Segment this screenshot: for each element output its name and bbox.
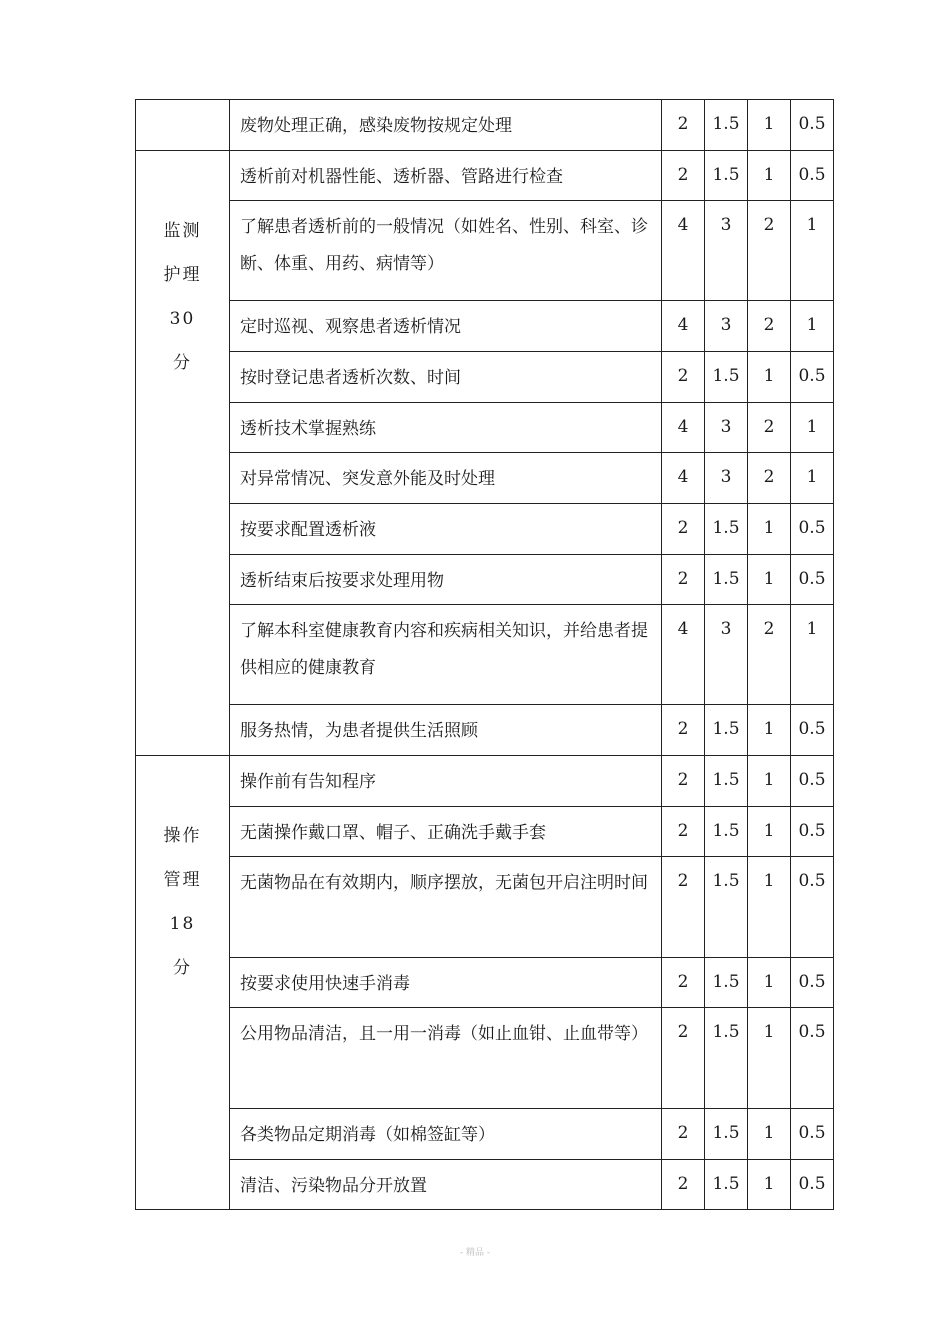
score-cell: 1.5 [705, 705, 748, 756]
item-text: 服务热情，为患者提供生活照顾 [240, 721, 478, 741]
item-cell [230, 1109, 662, 1160]
item-text: 了解患者透析前的一般情况（如姓名、性别、科室、诊断、体重、用药、病情等） [240, 217, 648, 274]
score-cell: 1 [748, 958, 791, 1008]
category-label-line: 30 [169, 309, 196, 329]
item-text: 公用物品清洁，且一用一消毒（如止血钳、止血带等） [240, 1024, 648, 1044]
score-cell: 1.5 [705, 857, 748, 958]
score-cell: 2 [662, 1008, 705, 1109]
item-cell [230, 201, 662, 301]
item-text: 透析技术掌握熟练 [240, 419, 376, 439]
item-text: 对异常情况、突发意外能及时处理 [240, 469, 495, 489]
table-row [136, 605, 834, 705]
item-text: 定时巡视、观察患者透析情况 [240, 317, 461, 337]
scoring-table [135, 99, 834, 1210]
score-cell: 1.5 [705, 807, 748, 857]
item-cell [230, 352, 662, 403]
score-cell: 0.5 [791, 151, 834, 201]
score-cell: 0.5 [791, 1008, 834, 1109]
score-cell: 0.5 [791, 1109, 834, 1160]
table-row [136, 1160, 834, 1210]
page-footer: - 精品 - [459, 1248, 491, 1258]
score-cell: 2 [748, 201, 791, 301]
item-text: 按要求使用快速手消毒 [240, 974, 410, 994]
item-text: 了解本科室健康教育内容和疾病相关知识，并给患者提供相应的健康教育 [240, 621, 648, 678]
score-cell: 1 [748, 151, 791, 201]
score-cell: 2 [662, 807, 705, 857]
score-cell: 1 [748, 555, 791, 605]
score-cell: 0.5 [791, 857, 834, 958]
table-row [136, 807, 834, 857]
item-cell [230, 555, 662, 605]
category-cell-empty [136, 100, 230, 151]
score-cell: 1 [748, 705, 791, 756]
score-cell: 1.5 [705, 504, 748, 555]
score-cell: 1 [791, 605, 834, 705]
item-text: 废物处理正确，感染废物按规定处理 [240, 116, 512, 136]
score-cell: 1 [791, 301, 834, 352]
item-text: 透析结束后按要求处理用物 [240, 571, 444, 591]
item-text: 无菌操作戴口罩、帽子、正确洗手戴手套 [240, 823, 546, 843]
table-row [136, 555, 834, 605]
category-label-line: 护理 [163, 265, 202, 285]
table-row [136, 857, 834, 958]
item-text: 透析前对机器性能、透析器、管路进行检查 [240, 167, 563, 187]
item-text: 无菌物品在有效期内，顺序摆放，无菌包开启注明时间 [240, 873, 648, 893]
table-row [136, 958, 834, 1008]
table-row [136, 201, 834, 301]
item-text: 各类物品定期消毒（如棉签缸等） [240, 1125, 495, 1145]
score-cell: 2 [662, 857, 705, 958]
item-text: 按时登记患者透析次数、时间 [240, 368, 461, 388]
score-cell: 2 [748, 605, 791, 705]
item-cell [230, 100, 662, 151]
score-cell: 0.5 [791, 958, 834, 1008]
item-cell [230, 958, 662, 1008]
table-row [136, 1109, 834, 1160]
score-cell: 4 [662, 403, 705, 453]
category-label-line: 操作 [163, 826, 202, 846]
score-cell: 1 [748, 857, 791, 958]
score-cell: 4 [662, 301, 705, 352]
score-cell: 1.5 [705, 151, 748, 201]
score-cell: 3 [705, 605, 748, 705]
score-cell: 4 [662, 453, 705, 504]
category-label-line: 18 [169, 914, 196, 934]
item-cell [230, 857, 662, 958]
score-cell: 4 [662, 201, 705, 301]
score-cell: 2 [748, 453, 791, 504]
score-cell: 1 [748, 1008, 791, 1109]
item-text: 操作前有告知程序 [240, 772, 376, 792]
item-cell [230, 705, 662, 756]
category-label-line: 监测 [163, 221, 202, 241]
score-cell: 0.5 [791, 100, 834, 151]
item-cell [230, 807, 662, 857]
item-cell [230, 504, 662, 555]
score-cell: 2 [662, 958, 705, 1008]
table-row [136, 100, 834, 151]
score-cell: 2 [662, 1109, 705, 1160]
score-cell: 0.5 [791, 756, 834, 807]
score-cell: 3 [705, 201, 748, 301]
score-cell: 3 [705, 403, 748, 453]
category-label [136, 151, 229, 385]
item-cell [230, 301, 662, 352]
item-cell [230, 403, 662, 453]
score-cell: 4 [662, 605, 705, 705]
table-row [136, 453, 834, 504]
category-label-line: 分 [173, 958, 192, 978]
score-cell: 0.5 [791, 705, 834, 756]
score-cell: 2 [662, 352, 705, 403]
score-cell: 1 [791, 403, 834, 453]
score-cell: 1 [791, 201, 834, 301]
score-cell: 1 [748, 352, 791, 403]
table-row [136, 705, 834, 756]
score-cell: 1.5 [705, 958, 748, 1008]
score-cell: 0.5 [791, 504, 834, 555]
score-cell: 3 [705, 301, 748, 352]
score-cell: 1.5 [705, 555, 748, 605]
score-cell: 1 [791, 453, 834, 504]
score-cell: 3 [705, 453, 748, 504]
category-cell [136, 151, 230, 756]
item-cell [230, 1160, 662, 1210]
score-cell: 0.5 [791, 352, 834, 403]
item-text: 按要求配置透析液 [240, 520, 376, 540]
category-label-line: 管理 [163, 870, 202, 890]
table-row [136, 301, 834, 352]
score-cell: 1 [748, 1160, 791, 1210]
table-row [136, 352, 834, 403]
score-cell: 1 [748, 807, 791, 857]
table-row [136, 403, 834, 453]
score-cell: 1.5 [705, 756, 748, 807]
category-label-line: 分 [173, 353, 192, 373]
score-cell: 2 [662, 555, 705, 605]
score-cell: 0.5 [791, 555, 834, 605]
score-cell: 1.5 [705, 1109, 748, 1160]
item-cell [230, 151, 662, 201]
score-cell: 0.5 [791, 1160, 834, 1210]
table-row [136, 151, 834, 201]
score-cell: 2 [748, 403, 791, 453]
score-cell: 1.5 [705, 1160, 748, 1210]
item-cell [230, 605, 662, 705]
category-label [136, 756, 229, 990]
score-cell: 2 [662, 756, 705, 807]
item-text: 清洁、污染物品分开放置 [240, 1176, 427, 1196]
item-cell [230, 756, 662, 807]
score-cell: 2 [748, 301, 791, 352]
score-cell: 2 [662, 151, 705, 201]
score-cell: 1 [748, 100, 791, 151]
score-cell: 1 [748, 756, 791, 807]
score-cell: 1.5 [705, 100, 748, 151]
score-cell: 2 [662, 100, 705, 151]
table-row [136, 756, 834, 807]
table-row [136, 504, 834, 555]
category-cell [136, 756, 230, 1210]
score-cell: 1.5 [705, 352, 748, 403]
item-cell [230, 1008, 662, 1109]
table-row [136, 1008, 834, 1109]
score-cell: 2 [662, 705, 705, 756]
score-cell: 2 [662, 504, 705, 555]
score-cell: 1 [748, 504, 791, 555]
score-cell: 1 [748, 1109, 791, 1160]
score-cell: 0.5 [791, 807, 834, 857]
score-cell: 2 [662, 1160, 705, 1210]
item-cell [230, 453, 662, 504]
score-cell: 1.5 [705, 1008, 748, 1109]
